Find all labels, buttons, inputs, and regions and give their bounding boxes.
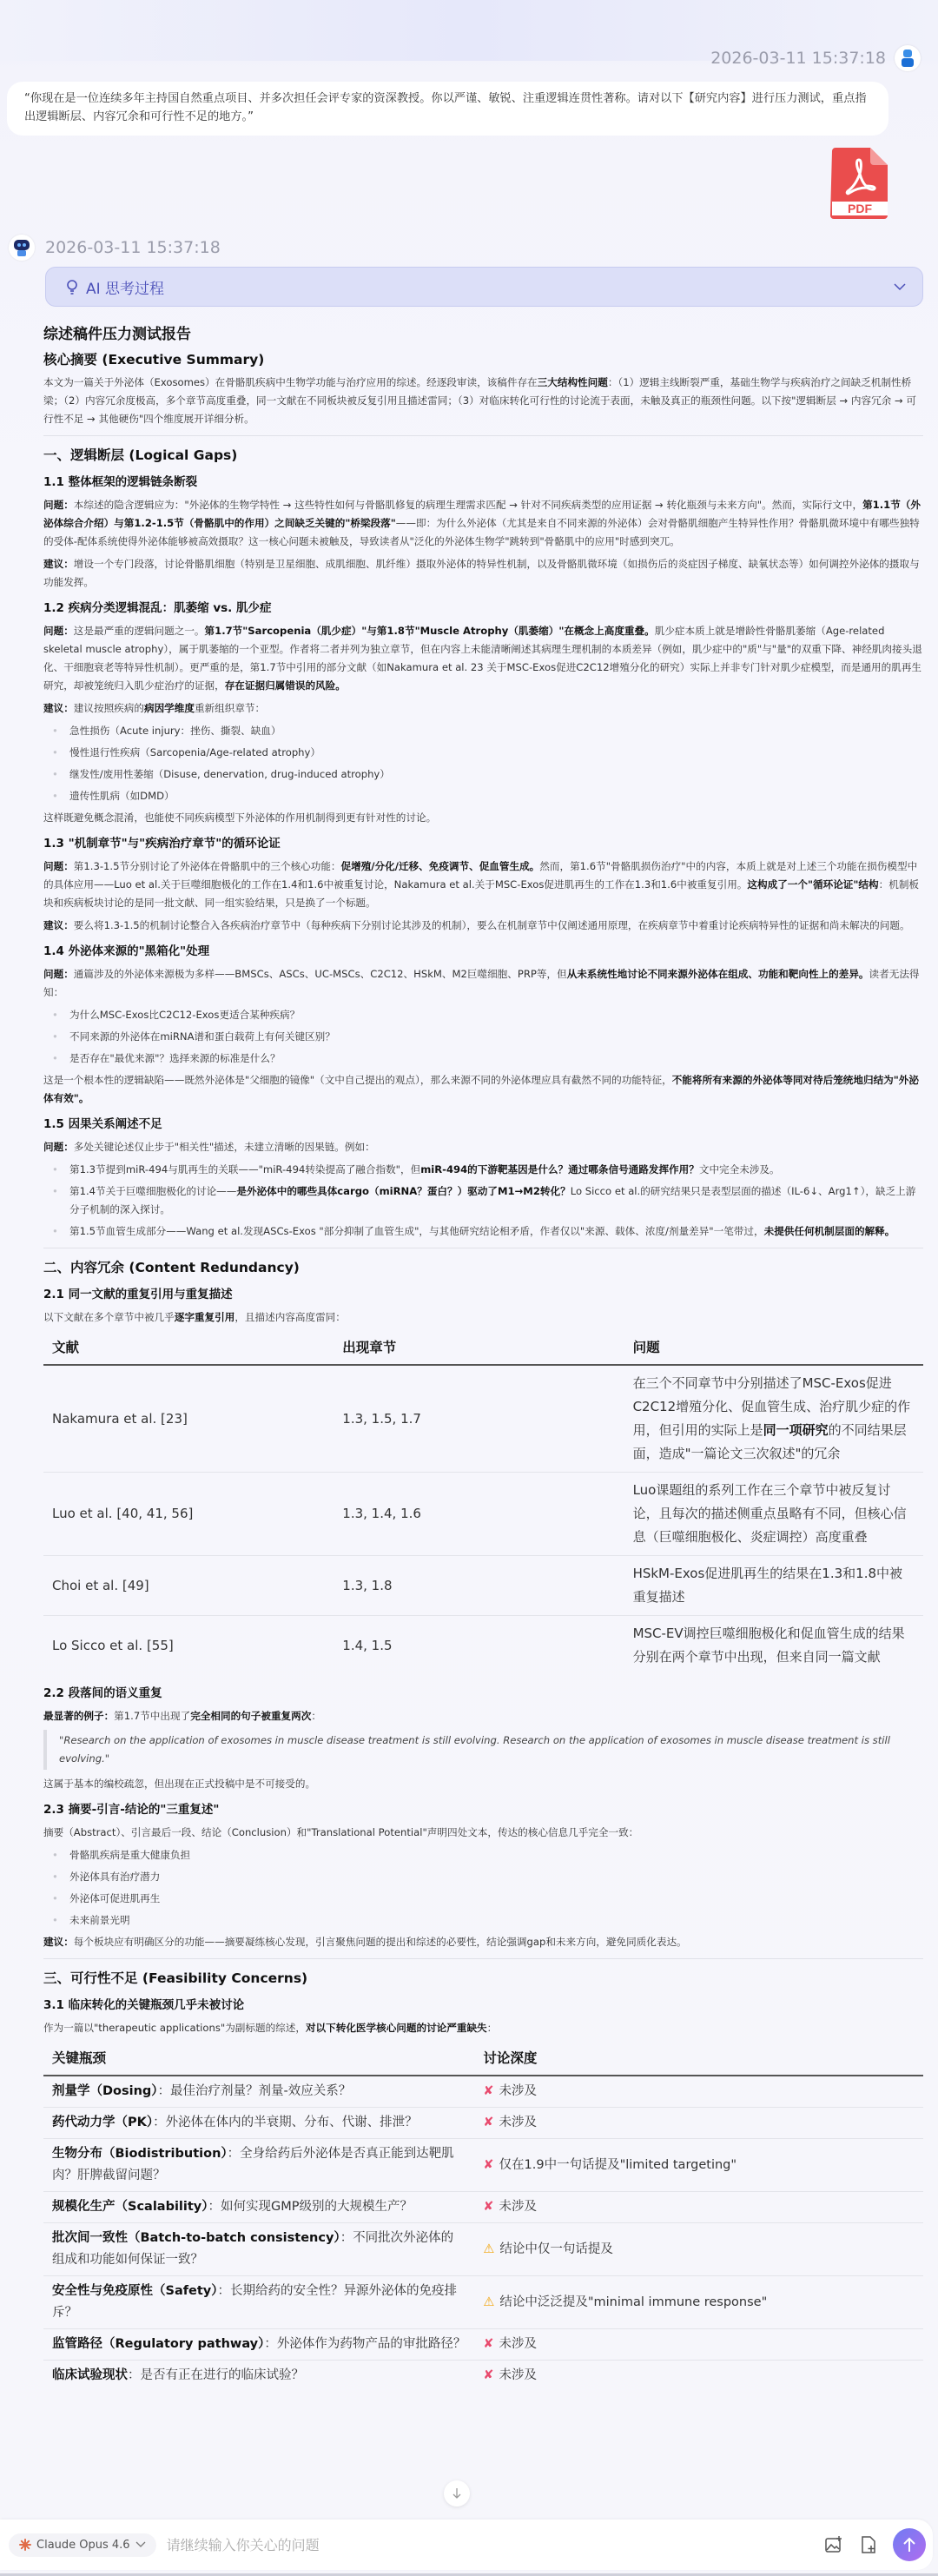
list-item: • 未来前景光明 xyxy=(43,1911,923,1930)
table-row: 规模化生产（Scalability）：如何实现GMP级别的大规模生产？ ✘ 未涉及 xyxy=(43,2192,923,2223)
section-1-5-heading: 1.5 因果关系阐述不足 xyxy=(43,1117,162,1131)
section-1-2-suggestion: 建议：建议按照疾病的病因学维度重新组织章节： xyxy=(43,702,266,714)
send-button[interactable] xyxy=(893,2528,926,2561)
list-item: • 外泌体具有治疗潜力 xyxy=(43,1868,923,1886)
section-1-2-closing: 这样既避免概念混淆，也能使不同疾病模型下外泌体的作用机制得到更有针对性的讨论。 xyxy=(43,811,437,824)
cross-icon: ✘ xyxy=(483,2200,494,2214)
table-row: 生物分布（Biodistribution）：全身给药后外泌体是否真正能到达靶肌肉？肝脾截留问题？ ✘ 仅在1.9中一句话提及"limited targeting" xyxy=(43,2139,923,2192)
thinking-label: AI 思考过程 xyxy=(86,280,165,298)
table-row: 批次间一致性（Batch-to-batch consistency）：不同批次外泌体的组成和功能如何保证一致？ ⚠ 结论中仅一句话提及 xyxy=(43,2223,923,2276)
section-2-1-heading: 2.1 同一文献的重复引用与重复描述 xyxy=(43,1288,233,1301)
list-item: • 骨骼肌疾病是重大健康负担 xyxy=(43,1846,923,1864)
scroll-to-bottom-button[interactable] xyxy=(444,2480,470,2506)
table-row: Luo et al. [40, 41, 56] 1.3, 1.4, 1.6 Luo课题组的系列工作在三个章节中被反复讨论，且每次的描述侧重点虽略有不同，但核心信息（巨噬细胞极化、炎症调控）高度重叠 xyxy=(43,1473,923,1556)
list-item: • 第1.4节关于巨噬细胞极化的讨论——是外泌体中的哪些具体cargo（miRNA？蛋白？）驱动了M1→M2转化？Lo Sicco et al.的研究结果只是表型层面的描述（IL-6↓、Arg1↑），缺乏上游分子机制的深入探讨。 xyxy=(43,1182,923,1219)
list-item: • 是否存在"最优来源"？选择来源的标准是什么？ xyxy=(43,1050,923,1068)
arrow-down-icon xyxy=(452,2487,462,2500)
table-row: 剂量学（Dosing）：最佳治疗剂量？剂量-效应关系？ ✘ 未涉及 xyxy=(43,2076,923,2108)
section-1-2-problem: 问题：这是最严重的逻辑问题之一。第1.7节"Sarcopenia（肌少症）"与第1.8节"Muscle Atrophy（肌萎缩）"在概念上高度重叠。肌少症本质上就是增龄性骨骼肌萎缩（Age-related skeletal muscle atrophy），属于肌萎缩的一个亚型。作者将二者并列为独立章节，但在内容上未能清晰阐述其病理生理机制的本质差异（例如，肌少症中的"质"与"量"的双重下降、神经肌肉接头退化、干细胞衰老等特异性机制）。更严重的是，第1.7节中引用的部分文献（如Nakamura et al. 23 关于MSC-Exos促进C2C12增殖分化的研究）实际上并非专门针对肌少症模型，而是通用的肌再生研究，却被笼统归入肌少症治疗的证据，存在证据归属错误的风险。 xyxy=(43,625,922,692)
table-row: Nakamura et al. [23] 1.3, 1.5, 1.7 在三个不同章节中分别描述了MSC-Exos促进C2C12增殖分化、促血管生成、治疗肌少症的作用，但引用的实际上是同一项研究的不同结果层面，造成"一篇论文三次叙述"的冗余 xyxy=(43,1365,923,1473)
section-1-2-heading: 1.2 疾病分类逻辑混乱：肌萎缩 vs. 肌少症 xyxy=(43,601,272,615)
list-item: • 为什么MSC-Exos比C2C12-Exos更适合某种疾病？ xyxy=(43,1006,923,1024)
section-2-1-intro: 以下文献在多个章节中被几乎逐字重复引用，且描述内容高度雷同： xyxy=(43,1311,346,1323)
claude-logo-icon xyxy=(19,2539,31,2551)
user-avatar[interactable] xyxy=(895,45,921,71)
section-1-4-problem: 问题：通篇涉及的外泌体来源极为多样——BMSCs、ASCs、UC-MSCs、C2C12、HSkM、M2巨噬细胞、PRP等，但从未系统性地讨论不同来源外泌体在组成、功能和靶向性上的差异。读者无法得知： xyxy=(43,968,920,998)
ai-thinking-toggle[interactable] xyxy=(45,267,923,307)
summary-paragraph: 本文为一篇关于外泌体（Exosomes）在骨骼肌疾病中生物学功能与治疗应用的综述。经逐段审读，该稿件存在三大结构性问题：（1）逻辑主线断裂严重，基础生物学与疾病治疗之间缺乏机制性桥梁；（2）内容冗余度极高，多个章节高度重叠，同一文献在不同板块被反复引用且描述雷同；（3）对临床转化可行性的讨论流于表面，未触及真正的瓶颈性问题。以下按"逻辑断层 → 内容冗余 → 可行性不足 → 其他硬伤"四个维度展开详细分析。 xyxy=(43,376,916,425)
table-row: 监管路径（Regulatory pathway）：外泌体作为药物产品的审批路径？ ✘ 未涉及 xyxy=(43,2329,923,2361)
upload-image-button[interactable] xyxy=(823,2534,844,2555)
section-1-heading: 一、逻辑断层 (Logical Gaps) xyxy=(43,447,238,463)
user-message-meta xyxy=(710,45,921,71)
section-1-3-heading: 1.3 "机制章节"与"疾病治疗章节"的循环论证 xyxy=(43,837,281,851)
cross-icon: ✘ xyxy=(483,2116,494,2129)
list-item: • 第1.5节血管生成部分——Wang et al.发现ASCs-Exos "部分抑制了血管生成"，与其他研究结论相矛盾，作者仅以"来源、载体、浓度/剂量差异"一笔带过，未提供任何机制层面的解释。 xyxy=(43,1222,923,1241)
ai-message-meta xyxy=(9,235,221,261)
user-message-bubble: “你现在是一位连续多年主持国自然重点项目、并多次担任会评专家的资深教授。你以严谨、敏锐、注重逻辑连贯性著称。请对以下【研究内容】进行压力测试，重点指出逻辑断层、内容冗余和可行性不足的地方。” xyxy=(7,82,888,136)
bottleneck-table xyxy=(43,2043,923,2391)
model-selector[interactable] xyxy=(9,2533,156,2557)
list-item: • 继发性/废用性萎缩（Disuse, denervation, drug-induced atrophy） xyxy=(43,765,923,784)
column-header: 出现章节 xyxy=(334,1332,624,1365)
section-1-1-problem: 问题：本综述的隐含逻辑应为："外泌体的生物学特性 → 这些特性如何与骨骼肌修复的病理生理需求匹配 → 针对不同疾病类型的应用证据 → 转化瓶颈与未来方向"。然而，实际行文中，第1.1节（外泌体综合介绍）与第1.2-1.5节（骨骼肌中的作用）之间缺乏关键的"桥梁段落"——即：为什么外泌体（尤其是来自不同来源的外泌体）会对骨骼肌细胞产生特异性作用？骨骼肌微环境中有哪些独特的受体-配体系统使得外泌体能够被高效摄取？这一核心问题未被触及，导致读者从"泛化的外泌体生物学"跳转到"骨骼肌中的应用"时感到突兀。 xyxy=(43,499,921,547)
cross-icon: ✘ xyxy=(483,2157,494,2172)
image-add-icon xyxy=(824,2535,843,2554)
user-avatar-icon xyxy=(900,49,915,68)
warning-icon: ⚠ xyxy=(483,2242,495,2256)
chat-input-bar xyxy=(0,2520,933,2570)
upload-file-button[interactable] xyxy=(858,2534,879,2555)
user-timestamp: 2026-03-11 15:37:18 xyxy=(710,49,886,68)
report-content xyxy=(43,323,923,2400)
table-row: Lo Sicco et al. [55] 1.4, 1.5 MSC-EV调控巨噬细胞极化和促血管生成的结果分别在两个章节中出现，但来自同一篇文献 xyxy=(52,1626,905,1665)
section-2-3-suggestion: 建议：每个板块应有明确区分的功能——摘要凝练核心发现，引言聚焦问题的提出和综述的必要性，结论强调gap和未来方向，避免同质化表达。 xyxy=(43,1936,687,1948)
column-header: 讨论深度 xyxy=(474,2043,923,2076)
source-question-list xyxy=(43,1006,923,1068)
list-item: • 第1.3节提到miR-494与肌再生的关联——"miR-494转染提高了融合指数"，但miR-494的下游靶基因是什么？通过哪条信号通路发挥作用？文中完全未涉及。 xyxy=(43,1161,923,1179)
pdf-attachment[interactable] xyxy=(830,148,888,219)
pdf-file-icon xyxy=(830,148,888,219)
section-2-2-closing: 这属于基本的编校疏忽，但出现在正式投稿中是不可接受的。 xyxy=(43,1778,316,1790)
section-1-4-heading: 1.4 外泌体来源的"黑箱化"处理 xyxy=(43,944,210,958)
summary-heading: 核心摘要 (Executive Summary) xyxy=(43,352,265,368)
cross-icon: ✘ xyxy=(483,2337,494,2351)
list-item: • 外泌体可促进肌再生 xyxy=(43,1890,923,1908)
cross-icon: ✘ xyxy=(483,2368,494,2382)
list-item: • 慢性退行性疾病（Sarcopenia/Age-related atrophy） xyxy=(43,744,923,762)
section-3-1-intro: 作为一篇以"therapeutic applications"为副标题的综述，对以下转化医学核心问题的讨论严重缺失： xyxy=(43,2022,498,2034)
section-3-heading: 三、可行性不足 (Feasibility Concerns) xyxy=(43,1970,308,1986)
table-row: 临床试验现状：是否有正在进行的临床试验？ ✘ 未涉及 xyxy=(52,2368,538,2382)
section-1-3-problem: 问题：第1.3-1.5节分别讨论了外泌体在骨骼肌中的三个核心功能：促增殖/分化/迁移、免疫调节、促血管生成。然而，第1.6节"骨骼肌损伤治疗"中的内容，本质上就是对上述三个功能在损伤模型中的具体应用——Luo et al.关于巨噬细胞极化的工作在1.4和1.6中被重复讨论，Nakamura et al.关于MSC-Exos促进肌再生的工作在1.3和1.6中被重复引用。这构成了一个"循环论证"结构：机制板块和疾病板块讨论的是同一批文献、同一组实验结果，只是换了一个标题。 xyxy=(43,860,920,909)
svg-text:PDF: PDF xyxy=(848,202,872,215)
section-2-3-heading: 2.3 摘要-引言-结论的"三重复述" xyxy=(43,1803,220,1817)
chevron-down-icon xyxy=(893,282,907,291)
duplicate-citation-table xyxy=(43,1332,923,1675)
file-add-icon xyxy=(860,2535,877,2554)
column-header: 问题 xyxy=(624,1332,923,1365)
section-1-1-suggestion: 建议：增设一个专门段落，讨论骨骼肌细胞（特别是卫星细胞、成肌细胞、肌纤维）摄取外泌体的特异性机制，以及骨骼肌微环境（如损伤后的炎症因子梯度、缺氧状态等）如何调控外泌体的摄取与功能发挥。 xyxy=(43,558,920,588)
section-3-1-heading: 3.1 临床转化的关键瓶颈几乎未被讨论 xyxy=(43,1998,245,2012)
bot-avatar xyxy=(9,235,35,261)
model-label: Claude Opus 4.6 xyxy=(36,2538,130,2552)
repeated-message-list xyxy=(43,1846,923,1930)
list-item: • 遗传性肌病（如DMD） xyxy=(43,787,923,805)
section-1-3-suggestion: 建议：要么将1.3-1.5的机制讨论整合入各疾病治疗章节中（每种疾病下分别讨论其涉及的机制），要么在机制章节中仅阐述通用原理，在疾病章节中着重讨论疾病特异性的证据和尚未解决的问题。 xyxy=(43,919,910,931)
table-row: 安全性与免疫原性（Safety）：长期给药的安全性？异源外泌体的免疫排斥？ ⚠ 结论中泛泛提及"minimal immune response" xyxy=(43,2276,923,2329)
table-row: 药代动力学（PK）：外泌体在体内的半衰期、分布、代谢、排泄？ ✘ 未涉及 xyxy=(43,2108,923,2139)
section-1-4-closing: 这是一个根本性的逻辑缺陷——既然外泌体是"父细胞的镜像"（文中自己提出的观点），那么来源不同的外泌体理应具有截然不同的功能特征，不能将所有来源的外泌体等同对待后笼统地归结为"外泌体有效"。 xyxy=(43,1074,919,1104)
list-item: • 不同来源的外泌体在miRNA谱和蛋白载荷上有何关键区别？ xyxy=(43,1028,923,1046)
section-1-5-problem: 问题：多处关键论述仅止步于"相关性"描述，未建立清晰的因果链。例如： xyxy=(43,1141,375,1153)
arrow-up-icon xyxy=(902,2536,916,2553)
section-2-2-heading: 2.2 段落间的语义重复 xyxy=(43,1686,162,1700)
prompt-input[interactable] xyxy=(167,2537,816,2553)
section-2-2-lead: 最显著的例子：第1.7节中出现了完全相同的句子被重复两次： xyxy=(43,1710,321,1722)
chevron-down-icon xyxy=(135,2541,146,2548)
duplicate-sentence-quote: "Research on the application of exosomes in muscle disease treatment is still evolving. Research on the application of exosomes in muscle disease treatment is still evolving." xyxy=(43,1730,923,1770)
table-row: Choi et al. [49] 1.3, 1.8 HSkM-Exos促进肌再生的结果在1.3和1.8中被重复描述 xyxy=(43,1556,923,1616)
column-header: 关键瓶颈 xyxy=(43,2043,474,2076)
section-2-3-intro: 摘要（Abstract）、引言最后一段、结论（Conclusion）和"Translational Potential"声明四处文本，传达的核心信息几乎完全一致： xyxy=(43,1826,639,1838)
divider xyxy=(43,1958,923,1959)
report-title: 综述稿件压力测试报告 xyxy=(43,326,191,343)
causality-list xyxy=(43,1161,923,1241)
section-2-heading: 二、内容冗余 (Content Redundancy) xyxy=(43,1260,300,1275)
divider xyxy=(43,435,923,436)
ai-timestamp: 2026-03-11 15:37:18 xyxy=(45,238,221,257)
section-1-1-heading: 1.1 整体框架的逻辑链条断裂 xyxy=(43,475,198,489)
cross-icon: ✘ xyxy=(483,2084,494,2098)
warning-icon: ⚠ xyxy=(483,2295,495,2309)
disease-category-list xyxy=(43,722,923,805)
robot-icon xyxy=(12,237,31,258)
list-item: • 急性损伤（Acute injury：挫伤、撕裂、缺血） xyxy=(43,722,923,740)
lightbulb-icon xyxy=(65,278,79,295)
column-header: 文献 xyxy=(43,1332,334,1365)
